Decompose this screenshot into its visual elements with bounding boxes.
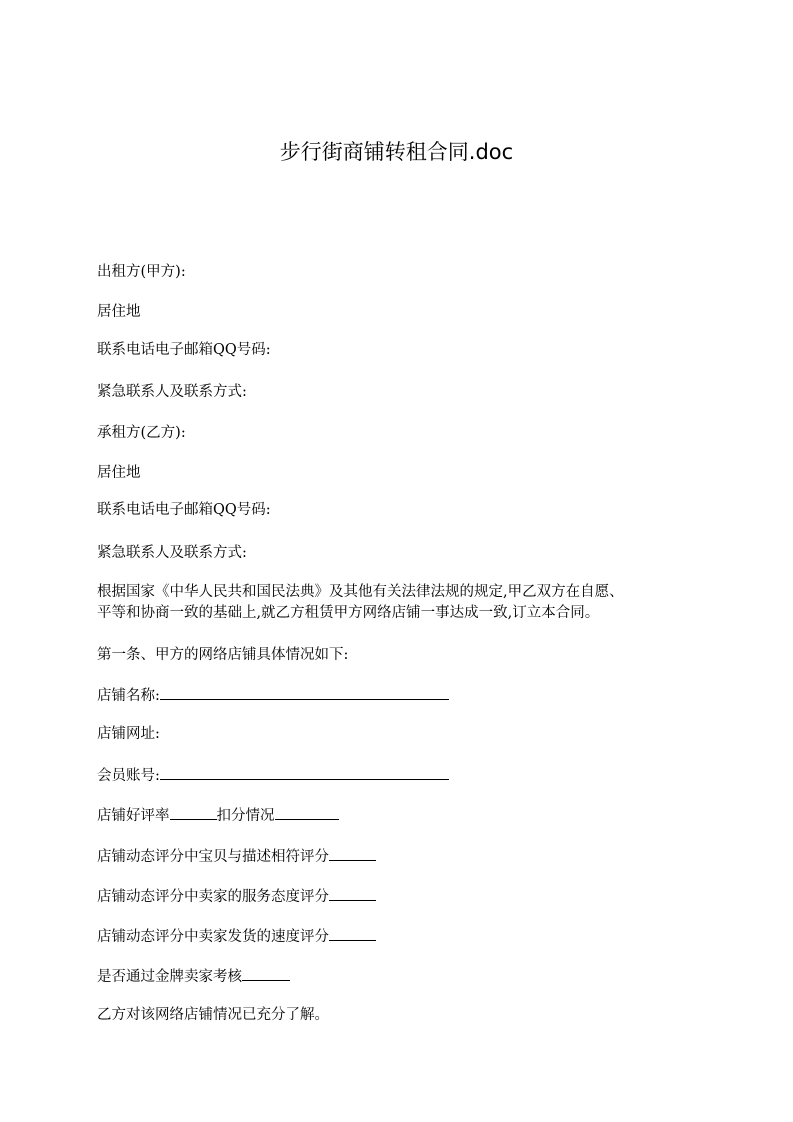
dsr-service-row bbox=[97, 885, 376, 907]
lessor-label: 出租方(甲方): bbox=[97, 264, 186, 280]
dsr-service-blank bbox=[329, 885, 376, 901]
rating-row bbox=[97, 804, 339, 826]
article-1-heading: 第一条、甲方的网络店铺具体情况如下: bbox=[97, 647, 349, 663]
member-account-label: 会员账号: bbox=[97, 768, 160, 784]
member-account-row bbox=[97, 764, 449, 786]
deduction-label: 扣分情况 bbox=[216, 808, 275, 824]
gold-seller-row bbox=[97, 965, 290, 987]
shop-url-label: 店铺网址: bbox=[97, 726, 160, 742]
good-rate-label: 店铺好评率 bbox=[97, 808, 170, 824]
shop-name-blank bbox=[160, 684, 449, 700]
dsr-shipping-label: 店铺动态评分中卖家发货的速度评分 bbox=[97, 929, 329, 945]
understanding-statement: 乙方对该网络店铺情况已充分了解。 bbox=[97, 1007, 329, 1023]
lessor-address: 居住地 bbox=[97, 304, 141, 320]
good-rate-blank bbox=[170, 804, 217, 820]
shop-name-label: 店铺名称: bbox=[97, 688, 160, 704]
dsr-shipping-row bbox=[97, 925, 376, 947]
lessor-contact: 联系电话电子邮箱QQ号码: bbox=[97, 342, 271, 358]
preamble-line-1: 根据国家《中华人民共和国民法典》及其他有关法律法规的规定,甲乙双方在自愿、 bbox=[97, 584, 624, 600]
dsr-description-blank bbox=[329, 845, 376, 861]
dsr-shipping-blank bbox=[329, 925, 376, 941]
shop-name-row bbox=[97, 684, 449, 706]
lessee-label: 承租方(乙方): bbox=[97, 425, 186, 441]
gold-seller-label: 是否通过金牌卖家考核 bbox=[97, 969, 242, 985]
lessee-address: 居住地 bbox=[97, 465, 141, 481]
lessee-emergency-contact: 紧急联系人及联系方式: bbox=[97, 545, 247, 561]
lessee-contact: 联系电话电子邮箱QQ号码: bbox=[97, 502, 271, 518]
gold-seller-blank bbox=[242, 965, 290, 981]
dsr-description-label: 店铺动态评分中宝贝与描述相符评分 bbox=[97, 849, 329, 865]
dsr-description-row bbox=[97, 845, 376, 867]
document-title: 步行街商铺转租合同.doc bbox=[279, 140, 514, 164]
lessor-emergency-contact: 紧急联系人及联系方式: bbox=[97, 384, 247, 400]
preamble-line-2: 平等和协商一致的基础上,就乙方租赁甲方网络店铺一事达成一致,订立本合同。 bbox=[97, 605, 600, 621]
deduction-blank bbox=[275, 804, 339, 820]
dsr-service-label: 店铺动态评分中卖家的服务态度评分 bbox=[97, 889, 329, 905]
member-account-blank bbox=[160, 764, 449, 780]
